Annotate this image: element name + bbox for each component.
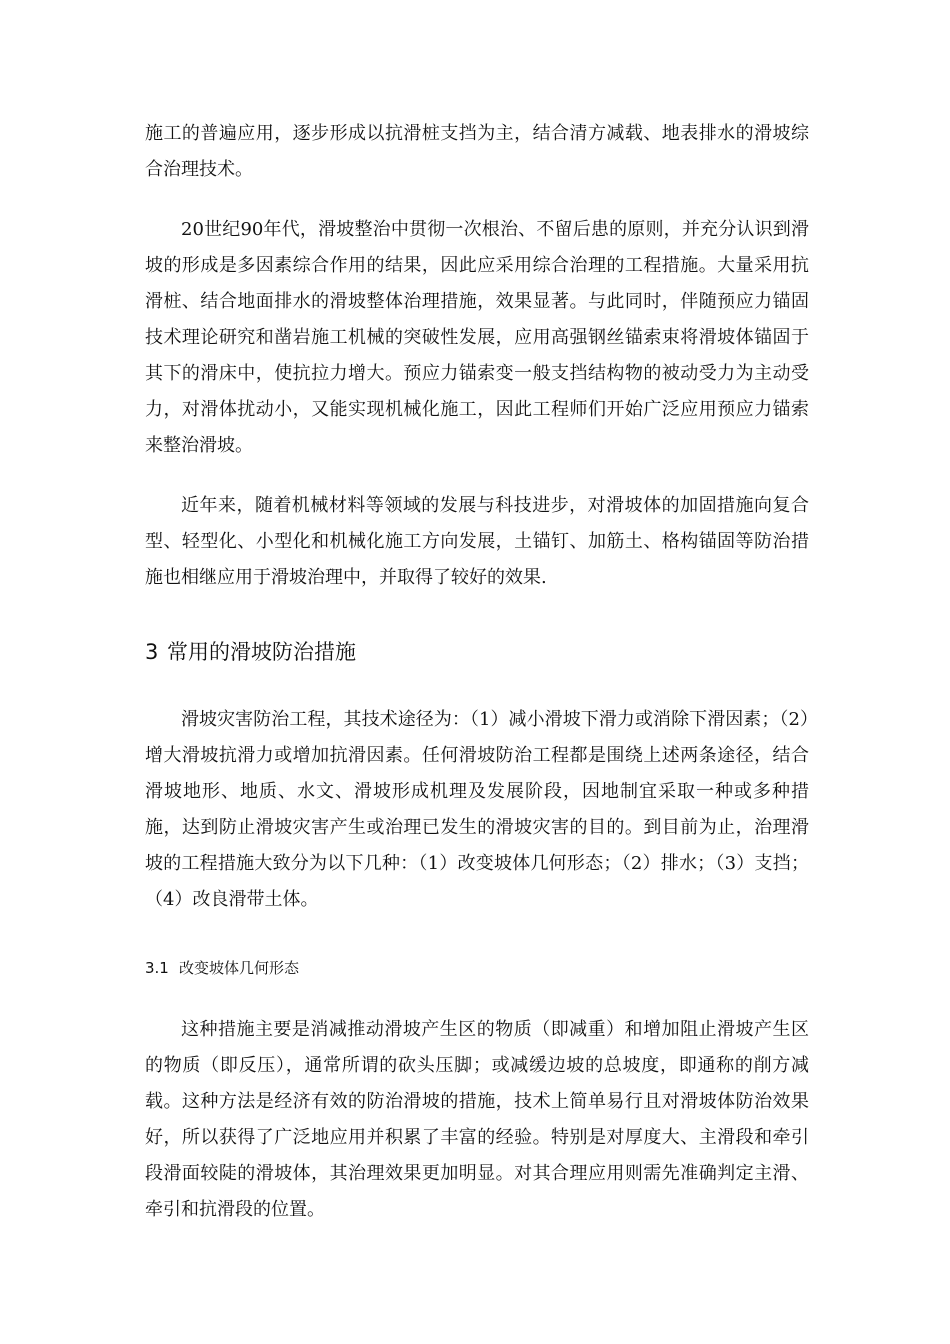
paragraph-technical-approach [145, 702, 809, 918]
section-number: 3 [145, 640, 159, 664]
paragraph-text: 施工的普遍应用，逐步形成以抗滑桩支挡为主，结合清方减载、地表排水的滑坡综合治理技术。 [145, 123, 809, 180]
paragraph-recent-years [145, 488, 809, 596]
paragraph-text: 20世纪90年代，滑坡整治中贯彻一次根治、不留后患的原则，并充分认识到滑坡的形成是多因素综合作用的结果，因此应采用综合治理的工程措施。大量采用抗滑桩、结合地面排水的滑坡整体治理措施，效果显著。与此同时，伴随预应力锚固技术理论研究和凿岩施工机械的突破性发展，应用高强钢丝锚索束将滑坡体锚固于其下的滑床中，使抗拉力增大。预应力锚索变一般支挡结构物的被动受力为主动受力，对滑体扰动小，又能实现机械化施工，因此工程师们开始广泛应用预应力锚索来整治滑坡。 [145, 219, 809, 456]
section-heading-3 [145, 637, 356, 667]
section-heading-3-1 [145, 956, 299, 980]
paragraph-1990s [145, 212, 809, 464]
section-number: 3.1 [145, 959, 169, 977]
paragraph-geometry-change [145, 1012, 809, 1228]
section-title: 常用的滑坡防治措施 [167, 640, 356, 664]
paragraph-text: 这种措施主要是消减推动滑坡产生区的物质（即减重）和增加阻止滑坡产生区的物质（即反压），通常所谓的砍头压脚；或减缓边坡的总坡度，即通称的削方减载。这种方法是经济有效的防治滑坡的措施，技术上简单易行且对滑坡体防治效果好，所以获得了广泛地应用并积累了丰富的经验。特别是对厚度大、主滑段和牵引段滑面较陡的滑坡体，其治理效果更加明显。对其合理应用则需先准确判定主滑、牵引和抗滑段的位置。 [145, 1019, 809, 1220]
paragraph-continuation [145, 116, 809, 188]
paragraph-text: 滑坡灾害防治工程，其技术途径为：（1）减小滑坡下滑力或消除下滑因素；（2）增大滑坡抗滑力或增加抗滑因素。任何滑坡防治工程都是围绕上述两条途径，结合滑坡地形、地质、水文、滑坡形成机理及发展阶段，因地制宜采取一种或多种措施，达到防止滑坡灾害产生或治理已发生的滑坡灾害的目的。到目前为止，治理滑坡的工程措施大致分为以下几种：（1）改变坡体几何形态；（2）排水；（3）支挡；（4）改良滑带土体。 [145, 709, 809, 910]
section-title: 改变坡体几何形态 [179, 959, 300, 977]
paragraph-text: 近年来，随着机械材料等领域的发展与科技进步，对滑坡体的加固措施向复合型、轻型化、小型化和机械化施工方向发展，土锚钉、加筋土、格构锚固等防治措施也相继应用于滑坡治理中，并取得了较好的效果. [145, 495, 809, 588]
